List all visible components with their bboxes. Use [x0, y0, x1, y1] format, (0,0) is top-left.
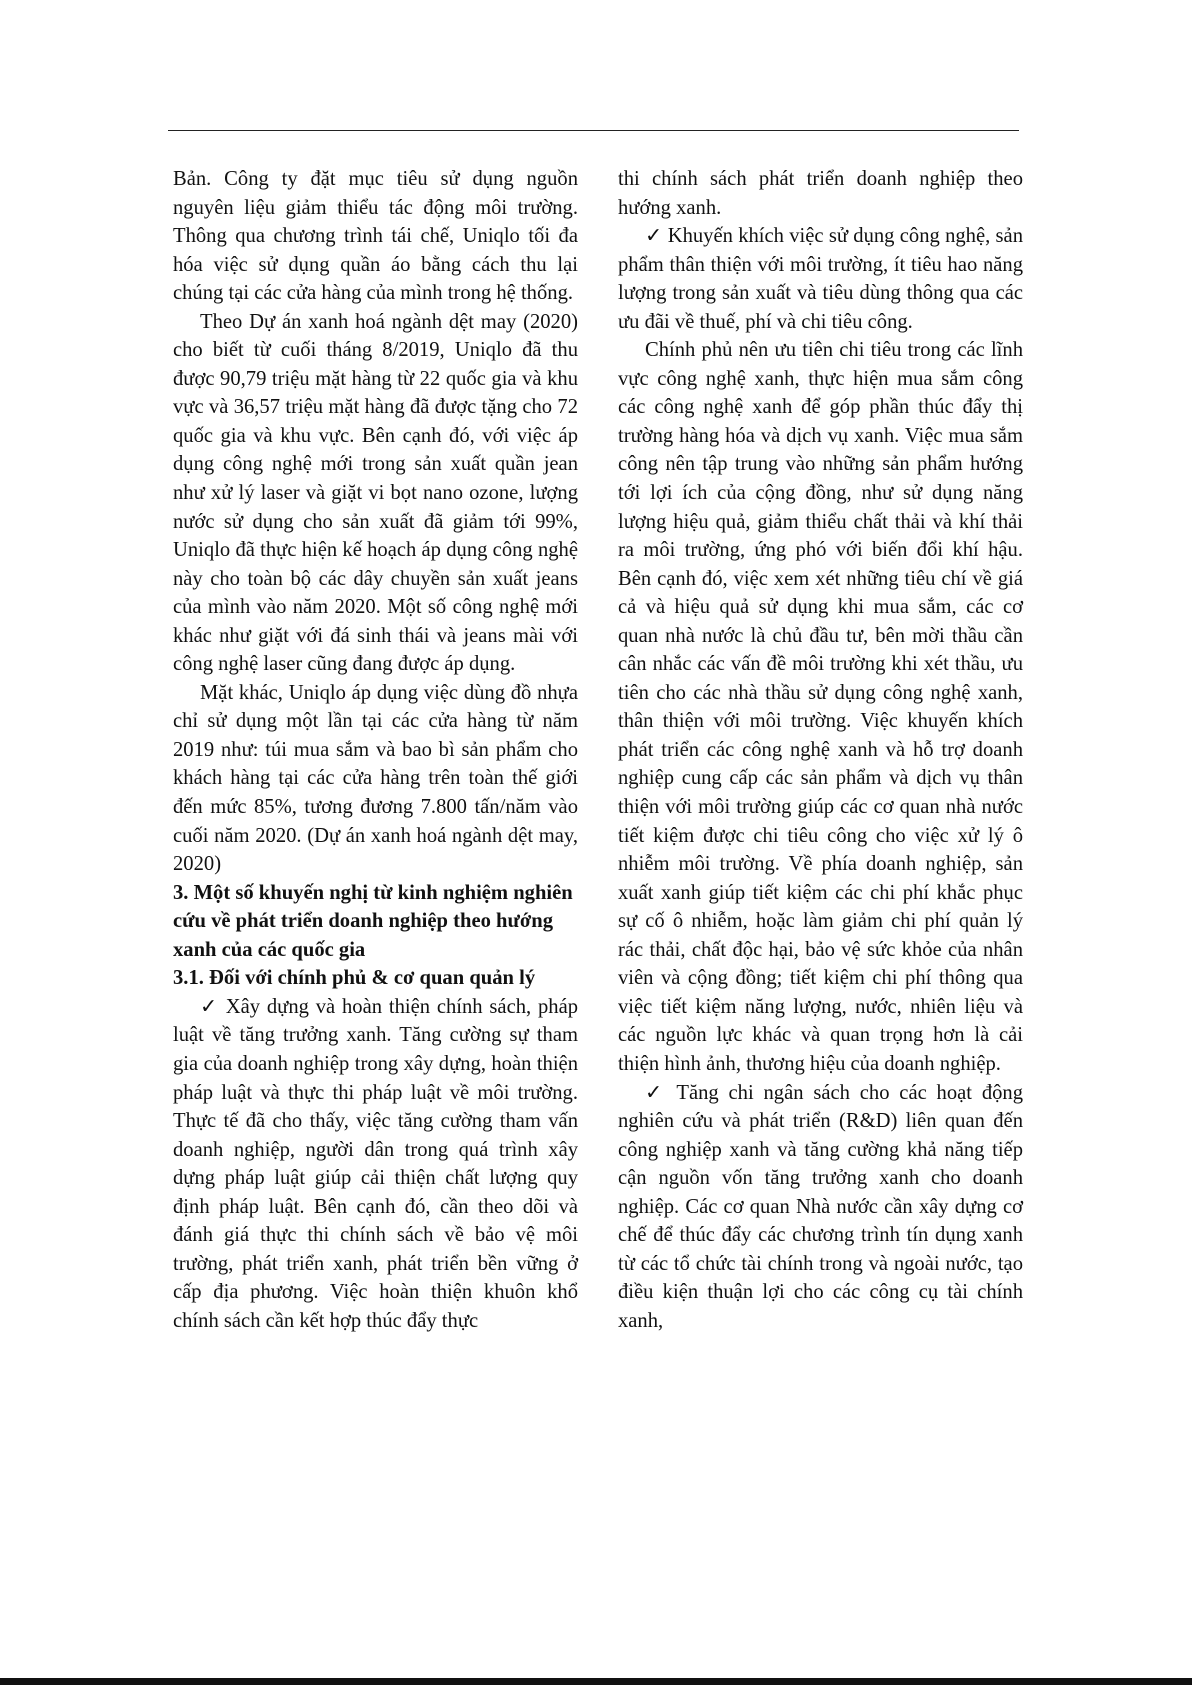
bullet-paragraph: [618, 1079, 1023, 1336]
paragraph: thi chính sách phát triển doanh nghiệp theo hướng xanh.: [618, 168, 1023, 219]
paragraph: Theo Dự án xanh hoá ngành dệt may (2020) cho biết từ cuối tháng 8/2019, Uniqlo đã thu được 90,79 triệu mặt hàng từ 22 quốc gia và khu vực và 36,57 triệu mặt hàng đã được tặng cho 72 quốc gia và khu vực. Bên cạnh đó, với việc áp dụng công nghệ mới trong sản xuất quần jean như xử lý laser và giặt vi bọt nano ozone, lượng nước sử dụng cho sản xuất đã giảm tới 99%, Uniqlo đã thực hiện kế hoạch áp dụng công nghệ này cho toàn bộ các dây chuyền sản xuất jeans của mình vào năm 2020. Một số công nghệ mới khác như giặt với đá sinh thái và jeans mài với công nghệ laser cũng đang được áp dụng.: [173, 310, 578, 676]
section-heading: 3. Một số khuyến nghị từ kinh nghiệm nghiên cứu về phát triển doanh nghiệp theo hướng xanh của các quốc gia: [173, 881, 573, 961]
checkmark-icon: ✓: [645, 225, 663, 248]
bullet-paragraph: [618, 222, 1023, 336]
checkmark-icon: ✓: [200, 995, 219, 1018]
right-column: [618, 165, 1023, 1335]
checkmark-icon: ✓: [645, 1081, 667, 1104]
bullet-paragraph: [173, 993, 578, 1336]
bottom-border: [0, 1678, 1192, 1685]
bullet-text: Tăng chi ngân sách cho các hoạt động nghiên cứu và phát triển (R&D) liên quan đến công nghiệp xanh và tăng cường khả năng tiếp cận nguồn vốn tăng trưởng xanh cho doanh nghiệp. Các cơ quan Nhà nước cần xây dựng cơ chế để thúc đẩy các chương trình tín dụng xanh từ các tổ chức tài chính trong và ngoài nước, tạo điều kiện thuận lợi cho các công cụ tài chính xanh,: [618, 1081, 1024, 1332]
bullet-text: Xây dựng và hoàn thiện chính sách, pháp luật về tăng trưởng xanh. Tăng cường sự tham gia của doanh nghiệp trong xây dựng, hoàn thiện pháp luật và thực thi pháp luật về môi trường. Thực tế đã cho thấy, việc tăng cường tham vấn doanh nghiệp, người dân trong quá trình xây dựng pháp luật giúp cải thiện chất lượng quy định pháp luật. Bên cạnh đó, cần theo dõi và đánh giá thực thi chính sách về bảo vệ môi trường, phát triển xanh, phát triển bền vững ở cấp địa phương. Việc hoàn thiện khuôn khổ chính sách cần kết hợp thúc đẩy thực: [173, 995, 579, 1332]
subsection-heading: 3.1. Đối với chính phủ & cơ quan quản lý: [173, 967, 536, 990]
bullet-text: Khuyến khích việc sử dụng công nghệ, sản phẩm thân thiện với môi trường, ít tiêu hao năng lượng trong sản xuất và tiêu dùng thông qua các ưu đãi về thuế, phí và chi tiêu công.: [618, 225, 1023, 333]
header-rule: [168, 130, 1019, 131]
paragraph: Mặt khác, Uniqlo áp dụng việc dùng đồ nhựa chỉ sử dụng một lần tại các cửa hàng từ năm 2019 như: túi mua sắm và bao bì sản phẩm cho khách hàng tại các cửa hàng trên toàn thế giới đến mức 85%, tương đương 7.800 tấn/năm vào cuối năm 2020. (Dự án xanh hoá ngành dệt may, 2020): [173, 681, 578, 876]
paragraph: Bản. Công ty đặt mục tiêu sử dụng nguồn nguyên liệu giảm thiểu tác động môi trường. Thông qua chương trình tái chế, Uniqlo tối đa hóa việc sử dụng quần áo bằng cách thu lại chúng tại các cửa hàng của mình trong hệ thống.: [173, 168, 578, 305]
paragraph: Chính phủ nên ưu tiên chi tiêu trong các lĩnh vực công nghệ xanh, thực hiện mua sắm công các công nghệ xanh để góp phần thúc đẩy thị trường hàng hóa và dịch vụ xanh. Việc mua sắm công nên tập trung vào những sản phẩm hướng tới lợi ích của cộng đồng, như sử dụng năng lượng hiệu quả, giảm thiểu chất thải và khí thải ra môi trường, ứng phó với biến đổi khí hậu. Bên cạnh đó, việc xem xét những tiêu chí về giá cả và hiệu quả sử dụng khi mua sắm, các cơ quan nhà nước là chủ đầu tư, bên mời thầu cần cân nhắc các vấn đề môi trường khi xét thầu, ưu tiên cho các nhà thầu sử dụng công nghệ xanh, thân thiện với môi trường. Việc khuyến khích phát triển các công nghệ xanh và hỗ trợ doanh nghiệp cung cấp các sản phẩm và dịch vụ thân thiện với môi trường giúp các cơ quan nhà nước tiết kiệm được chi tiêu công cho việc xử lý ô nhiễm môi trường. Về phía doanh nghiệp, sản xuất xanh giúp tiết kiệm các chi phí khắc phục sự cố ô nhiễm, hoặc làm giảm chi phí quản lý rác thải, chất độc hại, bảo vệ sức khỏe của nhân viên và cộng đồng; tiết kiệm chi phí thông qua việc tiết kiệm năng lượng, nước, nhiên liệu và các nguồn lực khác và quan trọng hơn là cải thiện hình ảnh, thương hiệu của doanh nghiệp.: [618, 339, 1023, 1075]
left-column: [173, 165, 578, 1335]
